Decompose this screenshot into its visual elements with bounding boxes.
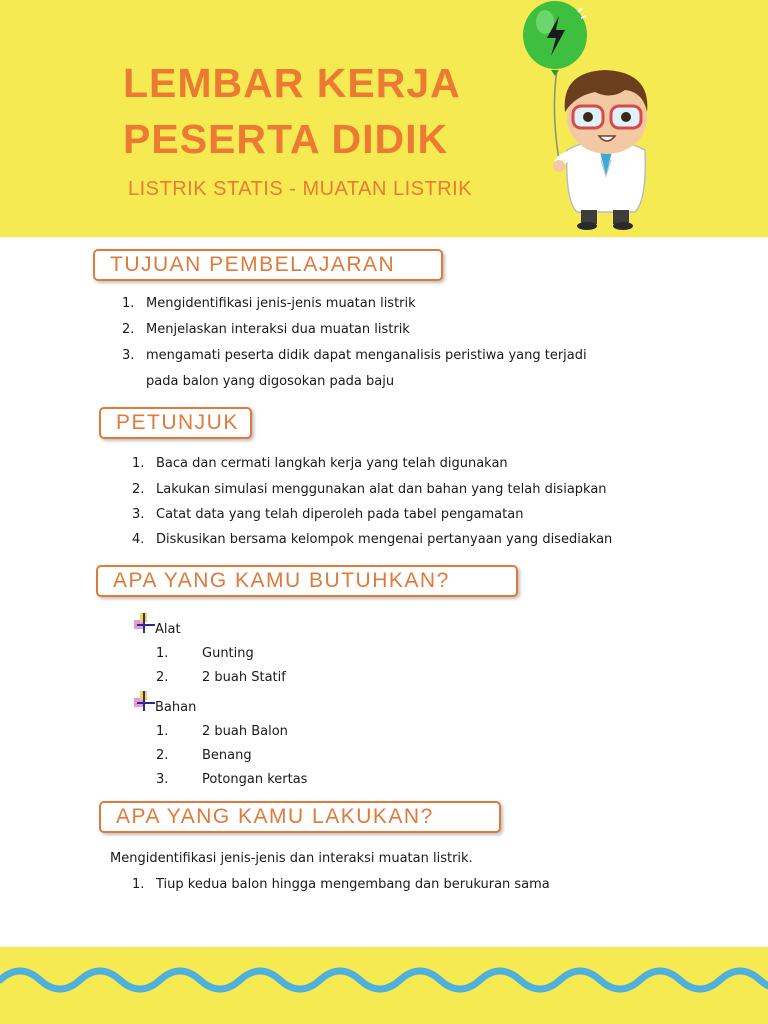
section-heading-tujuan-text: TUJUAN PEMBELAJARAN	[110, 253, 396, 276]
petunjuk-item-2: 2. Lakukan simulasi menggunakan alat dan bahan yang telah disiapkan	[132, 482, 607, 497]
tujuan-item-3: 3. mengamati peserta didik dapat menganalisis peristiwa yang terjadi	[122, 348, 587, 363]
section-heading-butuhkan	[96, 565, 518, 597]
petunjuk-item-4: 4. Diskusikan bersama kelompok mengenai pertanyaan yang disediakan	[132, 532, 613, 547]
alat-item-2: 2. 2 buah Statif	[156, 670, 286, 685]
page-title-line-1: LEMBAR KERJA	[123, 60, 461, 106]
tujuan-item-1: 1. Mengidentifikasi jenis-jenis muatan listrik	[122, 296, 416, 311]
alat-item-1: 1. Gunting	[156, 646, 254, 661]
section-heading-petunjuk-text: PETUNJUK	[116, 411, 239, 434]
tujuan-item-2: 2. Menjelaskan interaksi dua muatan listrik	[122, 322, 410, 337]
bullet-cross-icon	[134, 613, 154, 635]
section-heading-tujuan	[93, 249, 443, 281]
page-subtitle: LISTRIK STATIS - MUATAN LISTRIK	[128, 178, 473, 200]
section-heading-petunjuk	[99, 407, 252, 439]
bahan-label: Bahan	[155, 700, 197, 715]
lakukan-intro: Mengidentifikasi jenis-jenis dan interaksi muatan listrik.	[110, 851, 473, 866]
petunjuk-item-1: 1. Baca dan cermati langkah kerja yang telah digunakan	[132, 456, 508, 471]
petunjuk-item-3: 3. Catat data yang telah diperoleh pada tabel pengamatan	[132, 507, 524, 522]
lakukan-item-1: 1. Tiup kedua balon hingga mengembang dan berukuran sama	[132, 877, 550, 892]
page-title-line-2: PESERTA DIDIK	[123, 116, 449, 162]
decorative-wave	[0, 960, 768, 1000]
alat-label: Alat	[155, 622, 181, 637]
bahan-item-1: 1. 2 buah Balon	[156, 724, 288, 739]
section-heading-lakukan	[99, 801, 501, 833]
scientist-kid-illustration	[515, 0, 665, 232]
tujuan-item-3-continuation: pada balon yang digosokan pada baju	[146, 374, 395, 389]
section-heading-butuhkan-text: APA YANG KAMU BUTUHKAN?	[113, 569, 450, 592]
bahan-item-2: 2. Benang	[156, 748, 252, 763]
balloon-lightning-icon	[523, 1, 587, 76]
bullet-cross-icon	[134, 691, 154, 713]
bahan-item-3: 3. Potongan kertas	[156, 772, 308, 787]
section-heading-lakukan-text: APA YANG KAMU LAKUKAN?	[116, 805, 434, 828]
